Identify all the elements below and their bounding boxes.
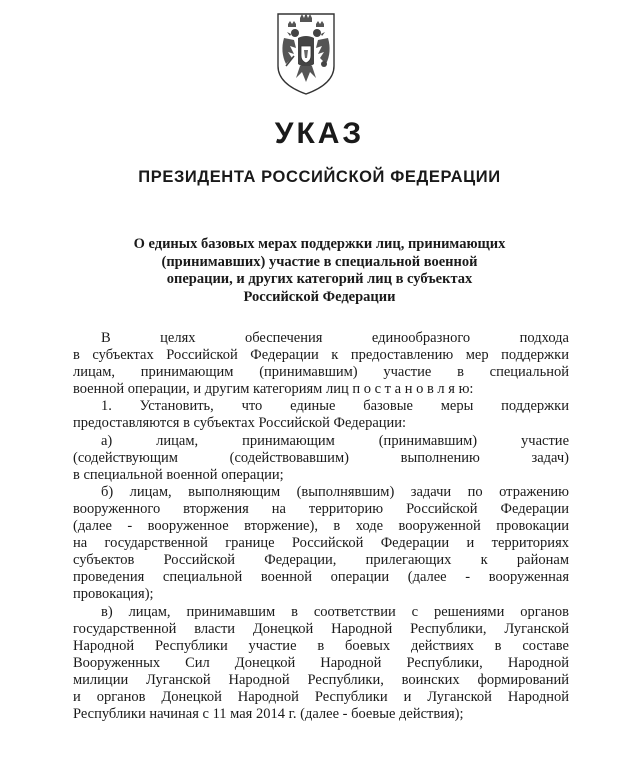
heading-line: операции, и других категорий лиц в субъектах <box>166 271 473 287</box>
body-line: в) лицам, принимавшим в соответствии с решениями органов <box>101 603 569 620</box>
body-line: в специальной военной операции; <box>73 466 284 483</box>
body-line: проведения специальной военной операции (далее - вооруженная <box>73 569 569 586</box>
body-line: на государственной границе Российской Федерации и территориях <box>73 535 569 552</box>
body-line: военной операции, и другим категориям лиц п о с т а н о в л я ю: <box>73 381 474 398</box>
body-line: государственной власти Донецкой Народной Республики, Луганской <box>73 620 569 637</box>
document-subtitle: ПРЕЗИДЕНТА РОССИЙСКОЙ ФЕДЕРАЦИИ <box>138 168 501 186</box>
body-line: (содействующим (содействовавшим) выполнению задач) <box>73 449 569 466</box>
heading-line: Российской Федерации <box>243 288 396 305</box>
body-line: в субъектах Российской Федерации к предоставлению мер поддержки <box>73 347 569 364</box>
heading-line: (принимавших) участие в специальной военной <box>161 253 478 270</box>
body-line: Народной Республики участие в боевых действиях в составе <box>73 637 569 654</box>
heading-line: О единых базовых мерах поддержки лиц, принимающих <box>133 236 506 252</box>
body-line: вооруженного вторжения на территорию Российской Федерации <box>73 500 569 517</box>
body-line: Вооруженных Сил Донецкой Народной Республики, Народной <box>73 654 569 671</box>
body-line: а) лицам, принимающим (принимавшим) участие <box>101 432 569 449</box>
body-line: провокация); <box>73 586 154 603</box>
body-line: (далее - вооруженное вторжение), в ходе вооруженной провокации <box>73 518 569 535</box>
body-line: В целях обеспечения единообразного подхода <box>101 330 569 346</box>
body-line: 1. Установить, что единые базовые меры поддержки <box>101 398 569 415</box>
body-line: предоставляются в субъектах Российской Федерации: <box>73 415 407 432</box>
decree-body <box>73 330 569 723</box>
coat-of-arms-icon <box>274 8 338 98</box>
document-title: УКАЗ <box>274 117 365 150</box>
body-line: и органов Донецкой Народной Республики и Луганской Народной <box>73 688 569 705</box>
body-line: милиции Луганской Народной Республики, воинских формирований <box>73 671 569 688</box>
body-line: Республики начиная с 11 мая 2014 г. (далее - боевые действия); <box>73 706 464 723</box>
body-line: б) лицам, выполняющим (выполнявшим) задачи по отражению <box>101 483 569 500</box>
body-line: лицам, принимающим (принимавшим) участие в специальной <box>73 364 569 381</box>
body-line: субъектов Российской Федерации, прилегающих к районам <box>73 552 569 569</box>
decree-heading <box>60 236 579 306</box>
